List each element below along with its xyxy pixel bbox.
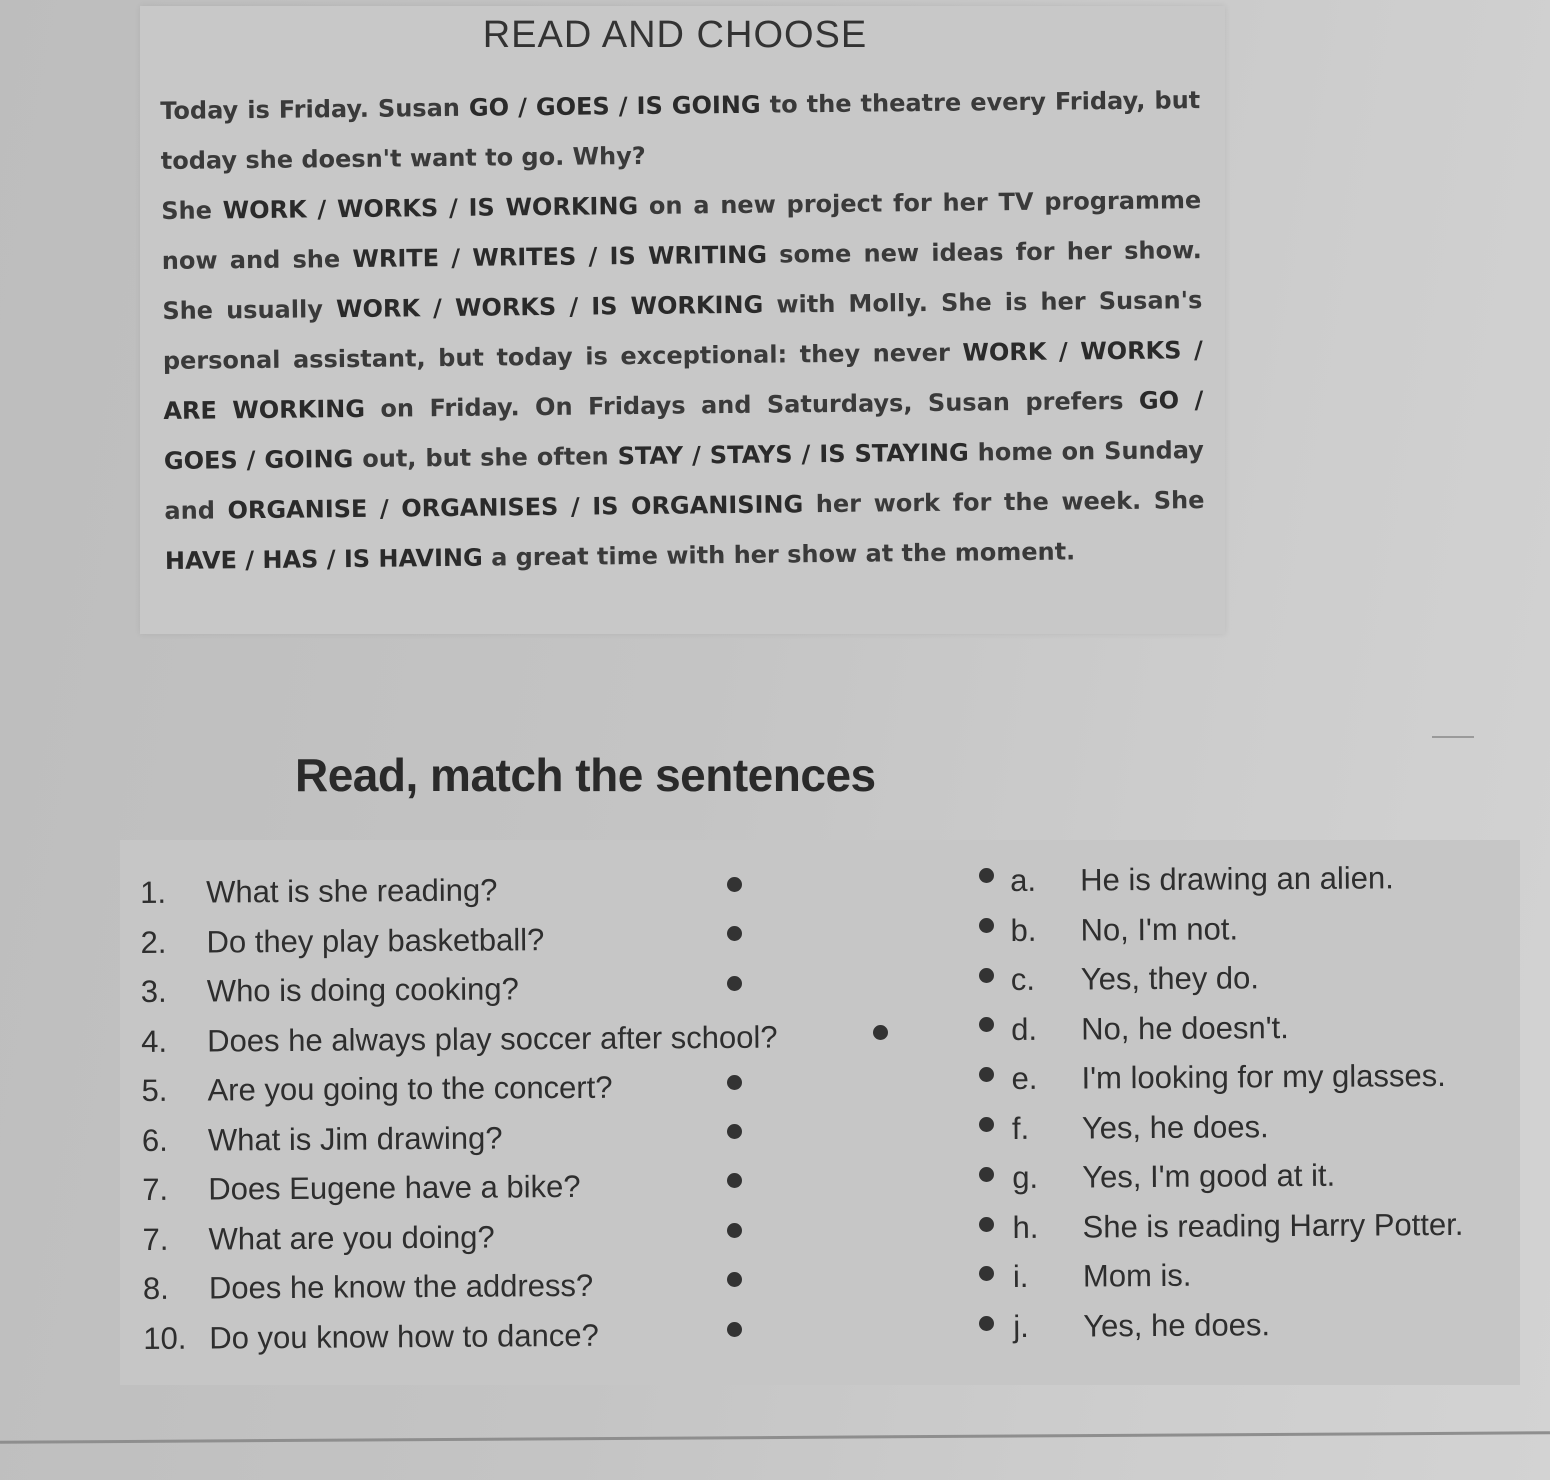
question-match-dot[interactable] [727, 1124, 742, 1139]
question-list [140, 864, 780, 1363]
answer-letter: j. [1013, 1308, 1029, 1344]
answer-match-dot[interactable] [979, 1117, 994, 1132]
answer-item [1013, 1298, 1464, 1351]
question-number: 6. [141, 1122, 168, 1158]
question-number: 7. [142, 1221, 169, 1257]
question-item [141, 963, 778, 1017]
verb-choice: ORGANISE / ORGANISES / IS ORGANISING [227, 490, 804, 525]
answer-match-dot[interactable] [979, 968, 994, 983]
answer-text: Yes, he does. [1083, 1306, 1271, 1343]
passage-text: her work for the week. She [803, 486, 1205, 519]
question-item [141, 1012, 778, 1066]
answer-letter: d. [1011, 1011, 1038, 1047]
exercise2-title: Read, match the sentences [295, 749, 876, 801]
answer-item [1012, 1100, 1463, 1153]
answer-letter: i. [1012, 1258, 1029, 1294]
answer-text: She is reading Harry Potter. [1082, 1206, 1464, 1245]
question-number: 5. [141, 1072, 168, 1108]
question-text: What are you doing? [208, 1219, 495, 1257]
question-item [142, 1111, 779, 1165]
question-match-dot[interactable] [727, 976, 742, 991]
question-item [140, 864, 777, 918]
answer-letter: e. [1011, 1060, 1038, 1096]
question-item [143, 1260, 780, 1314]
question-number: 1. [140, 874, 167, 910]
answer-text: He is drawing an alien. [1080, 860, 1394, 898]
question-item [142, 1210, 779, 1264]
passage-text: on a new project for her TV programme now and she [161, 186, 1202, 275]
question-item [142, 1161, 779, 1215]
question-number: 7. [142, 1171, 169, 1207]
question-text: Does he always play soccer after school? [207, 1019, 778, 1059]
question-number: 8. [142, 1270, 169, 1306]
verb-choice: STAY / STAYS / IS STAYING [617, 438, 969, 471]
answer-letter: b. [1010, 912, 1037, 948]
answer-text: Yes, he does. [1081, 1108, 1269, 1146]
answer-letter: g. [1012, 1159, 1039, 1195]
passage-text: out, but she often [353, 442, 618, 473]
answer-list [1010, 853, 1464, 1351]
question-item [141, 1062, 778, 1116]
question-text: What is she reading? [206, 872, 498, 910]
verb-choice: WRITE / WRITES / IS WRITING [352, 240, 768, 273]
answer-letter: f. [1011, 1110, 1030, 1146]
answer-match-dot[interactable] [979, 1217, 994, 1232]
question-number: 3. [140, 973, 167, 1009]
passage-text: with Molly. She is her Susan's personal assistant, but today is exceptional: they never [162, 286, 1203, 375]
answer-text: Yes, I'm good at it. [1082, 1157, 1336, 1195]
question-match-dot[interactable] [727, 1322, 742, 1337]
verb-choice: WORK / WORKS / IS WORKING [335, 290, 764, 324]
question-text: Does he know the address? [208, 1267, 594, 1306]
answer-text: No, I'm not. [1080, 910, 1239, 948]
answer-item [1011, 1001, 1462, 1054]
passage-text: a great time with her show at the moment. [482, 537, 1076, 572]
verb-choice: GO / GOES / GOING [163, 386, 1204, 475]
question-number: 2. [140, 924, 167, 960]
question-number: 4. [141, 1023, 168, 1059]
answer-item [1010, 853, 1461, 906]
answer-item [1012, 1150, 1463, 1203]
question-match-dot[interactable] [727, 877, 742, 892]
answer-letter: a. [1010, 862, 1037, 898]
answer-item [1012, 1199, 1463, 1252]
exercise1-passage [160, 75, 1205, 586]
answer-match-dot[interactable] [979, 1167, 994, 1182]
verb-choice: GO / GOES / IS GOING [468, 90, 761, 122]
answer-match-dot[interactable] [979, 868, 994, 883]
passage-text: some new ideas for her show. She usually [162, 236, 1202, 325]
question-number: 10. [143, 1320, 187, 1356]
passage-paragraph [160, 75, 1205, 586]
verb-choice: HAVE / HAS / IS HAVING [164, 543, 483, 575]
passage-text: to the theatre every Friday, but today she doesn't want to go. Why? [160, 86, 1201, 175]
verb-choice: WORK / WORKS / ARE WORKING [163, 336, 1203, 425]
answer-item [1010, 902, 1461, 955]
passage-text: on Friday. On Fridays and Saturdays, Susan prefers [364, 386, 1140, 423]
page-edge-line [0, 1431, 1550, 1443]
pen-mark [1432, 736, 1474, 738]
answer-item [1011, 1051, 1462, 1104]
question-text: What is Jim drawing? [207, 1119, 503, 1158]
passage-text: Today is Friday. Susan [160, 93, 470, 125]
answer-text: Yes, they do. [1080, 960, 1260, 997]
answer-item [1011, 952, 1462, 1005]
question-text: Who is doing cooking? [206, 971, 519, 1009]
question-text: Do you know how to dance? [209, 1317, 599, 1356]
question-item [140, 913, 777, 967]
question-text: Does Eugene have a bike? [208, 1168, 581, 1207]
answer-text: No, he doesn't. [1081, 1009, 1289, 1047]
question-text: Do they play basketball? [206, 921, 545, 960]
question-match-dot[interactable] [727, 1223, 742, 1238]
question-match-dot[interactable] [727, 1075, 742, 1090]
passage-text: home on Sunday and [164, 436, 1205, 525]
passage-text: She [161, 196, 223, 225]
answer-item [1013, 1249, 1464, 1302]
exercise1-title: READ AND CHOOSE [482, 14, 868, 56]
answer-letter: c. [1010, 961, 1036, 997]
answer-match-dot[interactable] [979, 918, 994, 933]
verb-choice: WORK / WORKS / IS WORKING [222, 192, 639, 225]
question-text: Are you going to the concert? [207, 1069, 613, 1108]
answer-text: I'm looking for my glasses. [1081, 1057, 1446, 1096]
answer-text: Mom is. [1082, 1257, 1192, 1294]
answer-letter: h. [1012, 1209, 1039, 1245]
question-item [143, 1309, 780, 1363]
